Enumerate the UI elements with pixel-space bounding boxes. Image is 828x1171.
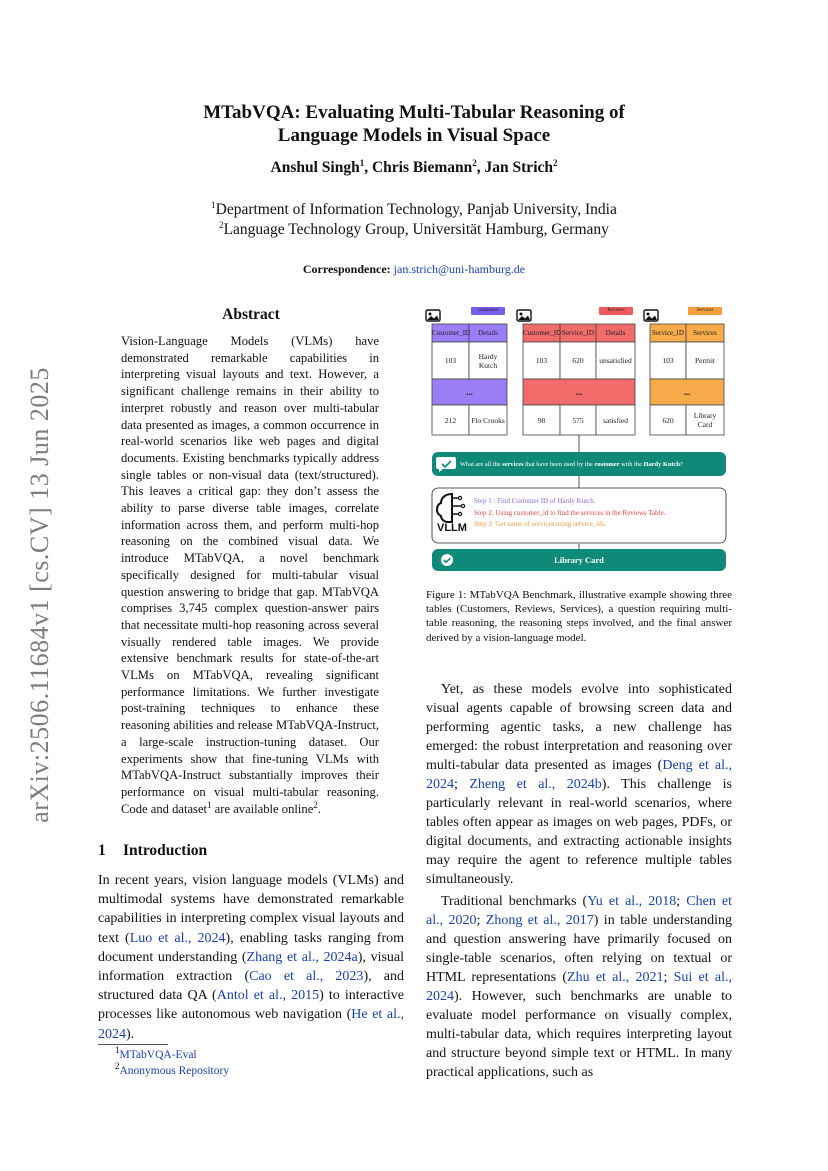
table-ellipsis: ...: [683, 387, 691, 397]
author-name: Anshul Singh: [270, 159, 360, 176]
question-keyword: customer: [594, 460, 620, 468]
table-cell-value: 620: [572, 356, 584, 365]
figure-1: [424, 304, 734, 579]
paragraph-text: ;: [663, 970, 674, 985]
footnote: [115, 1060, 230, 1080]
affiliation-line: [0, 220, 828, 240]
table-cell-value: 103: [535, 356, 548, 365]
author-affiliation-marker: 2: [553, 157, 558, 168]
affiliation-line: [0, 200, 828, 220]
citation-link[interactable]: Zheng et al., 2024b: [469, 777, 602, 792]
author-separator: ,: [364, 159, 372, 176]
paragraph-text: ).: [126, 1026, 135, 1042]
footnote-marker-2[interactable]: 2: [313, 799, 318, 810]
table-header-label: Services: [693, 329, 717, 337]
section-number: 1: [98, 842, 106, 859]
paragraph-text: In recent years, vision language models (VLMs) and multimodal systems have demonstrated remarkable capabilities in interpreting complex visual layouts and text (: [98, 873, 404, 946]
table-ellipsis: ...: [466, 387, 473, 397]
abstract-text-mid: are available online: [211, 801, 314, 816]
table-cell-value: 98: [537, 415, 546, 425]
table-cell-value: satisfied: [603, 415, 628, 425]
author-affiliation-marker: 1: [359, 157, 365, 168]
table-cell-value: 103: [662, 356, 674, 365]
question-text-part: ?: [679, 460, 683, 468]
footnote: [115, 1045, 229, 1064]
affiliation-text: Department of Information Technology, Panjab University, India: [215, 201, 617, 218]
paragraph-text: ;: [476, 913, 486, 928]
table-cell-value: Library Card: [693, 411, 717, 429]
question-text: [460, 452, 726, 476]
table-cell-value: 575: [572, 415, 584, 425]
author-list: [0, 159, 828, 177]
citation-link[interactable]: Antol et al., 2015: [216, 988, 320, 1004]
footnote-number: 1: [115, 1045, 120, 1056]
table-header-label: Details: [478, 329, 498, 337]
paragraph-text: ), visual information extraction (: [98, 949, 405, 985]
reasoning-step: Step 3: Get name of services using service_ids.: [474, 520, 607, 528]
paragraph-text: ;: [454, 777, 470, 792]
correspondence: [0, 262, 828, 277]
footnote-divider: [98, 1044, 168, 1045]
paragraph-text: Yet, as these models evolve into sophisticated visual agents capable of browsing screen data and performing agentic tasks, a new challenge has emerged: the robust interpretation and reasoning over multi-tabular data presented as images (: [426, 682, 732, 773]
author-separator: ,: [476, 159, 485, 176]
table-cell-value: Hardy Kutch: [478, 351, 498, 370]
reasoning-step: Step 1 : Find Customer ID of Hardy Kutch.: [474, 497, 596, 505]
citation-link[interactable]: Zhu et al., 2021: [567, 970, 664, 985]
table-name-tag: Reviews: [599, 307, 633, 315]
paragraph-text: Traditional benchmarks (: [441, 894, 588, 909]
figure-caption: Figure 1: MTabVQA Benchmark, illustrative example showing three tables (Customers, Reviews, Services), a question requiring multi-table reasoning, the reasoning steps involved, and the final answer derived by a vision-language model.: [426, 589, 732, 644]
table-name-tag: customers: [471, 307, 505, 315]
author-name: Chris Biemann: [371, 159, 473, 176]
abstract-heading: Abstract: [222, 306, 280, 323]
title-line-1: MTabVQA: Evaluating Multi-Tabular Reasoning of: [203, 102, 625, 123]
question-keyword: services: [502, 460, 524, 468]
title-line-2: Language Models in Visual Space: [277, 125, 551, 146]
table-name-tag: Services: [688, 307, 722, 315]
paragraph-text: ) in table understanding and question answering have primarily focused on single-table scenarios, often relying on textual or HTML representations (: [426, 913, 733, 985]
footnote-link[interactable]: MTabVQA-Eval: [119, 1049, 197, 1061]
table-header-label: Service_ID: [562, 329, 594, 337]
paragraph-text: ), enabling tasks ranging from document understanding (: [98, 930, 404, 965]
table-cell-value: 212: [444, 415, 457, 425]
abstract-text: [121, 333, 379, 817]
citation-link[interactable]: He et al., 2024: [98, 1007, 405, 1042]
affiliation-text: Language Technology Group, Universität Hamburg, Germany: [223, 221, 609, 238]
paragraph-text: ). This challenge is particularly relevant in real-world scenarios, where tables often appear as images on web pages, PDFs, or digital documents, and extracting actionable insights may require the agent to reference multiple tables simultaneously.: [426, 777, 732, 887]
section-heading-introduction: [98, 842, 404, 860]
paragraph-text: ). However, such benchmarks are unable to evaluate model performance on visually complex, multi-tabular data, which requires interpreting layout and structure beyond simple text or HTML. In many practical applications, such as: [426, 989, 732, 1080]
arxiv-identifier: arXiv:2506.11684v1 [cs.CV] 13 Jun 2025: [25, 367, 54, 823]
table-cell-value: Flo Crooks: [471, 415, 505, 425]
footnote-number: 2: [115, 1060, 120, 1071]
table-cell-value: 620: [662, 415, 674, 425]
citation-link[interactable]: Yu et al., 2018: [587, 894, 677, 909]
answer-text: Library Card: [554, 555, 604, 565]
table-header-label: Service_ID: [652, 329, 684, 337]
correspondence-email[interactable]: jan.strich@uni-hamburg.de: [393, 262, 526, 276]
affiliation-marker: 2: [219, 219, 224, 230]
citation-link[interactable]: Luo et al., 2024: [129, 930, 226, 946]
affiliations: [0, 200, 828, 240]
reasoning-step: Step 2: Using customer_id to find the services in the Reviews Table.: [474, 508, 666, 517]
paragraph-text: ), and structured data QA (: [98, 969, 404, 1004]
table-header-label: Customer_ID: [432, 329, 471, 337]
paragraph-text: ;: [676, 894, 687, 909]
question-text-part: with the: [619, 460, 644, 468]
citation-link[interactable]: Zhang et al., 2024a: [246, 949, 358, 965]
citation-link[interactable]: Zhong et al., 2017: [485, 913, 594, 928]
body-paragraph: [426, 892, 732, 1082]
affiliation-marker: 1: [211, 199, 216, 210]
table-ellipsis: ...: [575, 387, 583, 397]
abstract-text-end: .: [317, 801, 321, 816]
author-affiliation-marker: 2: [472, 157, 477, 168]
question-keyword: Hardy Kutch: [643, 460, 680, 468]
footnote-link[interactable]: Anonymous Repository: [119, 1064, 230, 1077]
body-paragraph: [426, 680, 732, 889]
question-text-part: that have been used by the: [523, 460, 595, 468]
paragraph-text: ) to interactive processes like autonomous web navigation (: [98, 988, 404, 1023]
table-cell-value: unsatisfied: [599, 356, 632, 365]
footnote-marker-1[interactable]: 1: [207, 799, 212, 810]
intro-paragraph: [98, 871, 404, 1044]
table-cell-value: 103: [444, 356, 457, 365]
table-cell-value: Permit: [695, 356, 715, 365]
question-text-part: What are all the: [460, 460, 503, 468]
author-name: Jan Strich: [484, 159, 553, 176]
correspondence-label: Correspondence:: [302, 262, 391, 276]
citation-link[interactable]: Sui et al., 2024: [426, 970, 732, 1004]
citation-link[interactable]: Deng et al., 2024: [426, 758, 732, 792]
citation-link[interactable]: Chen et al., 2020: [426, 894, 733, 928]
footnotes: [115, 1045, 230, 1079]
paper-title: [0, 101, 828, 147]
right-column-text: [426, 680, 732, 1082]
vlm-label: VLLM: [437, 522, 467, 534]
abstract-text-main: Vision-Language Models (VLMs) have demonstrated remarkable capabilities in interpreting visual layouts and text. However, a significant challenge remains in their ability to interpret robustly and reason over multi-tabular data presented as images, a common occurrence in real-world scenarios like web pages and digital documents. Existing benchmarks typically address single tables or non-visual data (text/structured). This leaves a critical gap: they don’t assess the ability to parse diverse table images, correlate information across them, and perform multi-hop reasoning on the combined visual data. We introduce MTabVQA, a novel benchmark specifically designed for multi-tabular visual question answering to bridge that gap. MTabVQA comprises 3,745 complex question-answer pairs that necessitate multi-hop reasoning across several visually rendered table images. We provide extensive benchmark results for state-of-the-art VLMs on MTabVQA, revealing significant performance limitations. We further investigate post-training techniques to enhance these reasoning abilities and release MTabVQA-Instruct, a large-scale instruction-tuning dataset. Our experiments show that fine-tuning VLMs with MTabVQA-Instruct substantially improves their performance on visual multi-tabular reasoning. Code and dataset: [121, 334, 379, 816]
citation-link[interactable]: Cao et al., 2023: [249, 969, 364, 985]
section-title: Introduction: [123, 842, 208, 859]
table-header-label: Customer_ID: [523, 329, 562, 337]
table-header-label: Details: [605, 329, 626, 337]
